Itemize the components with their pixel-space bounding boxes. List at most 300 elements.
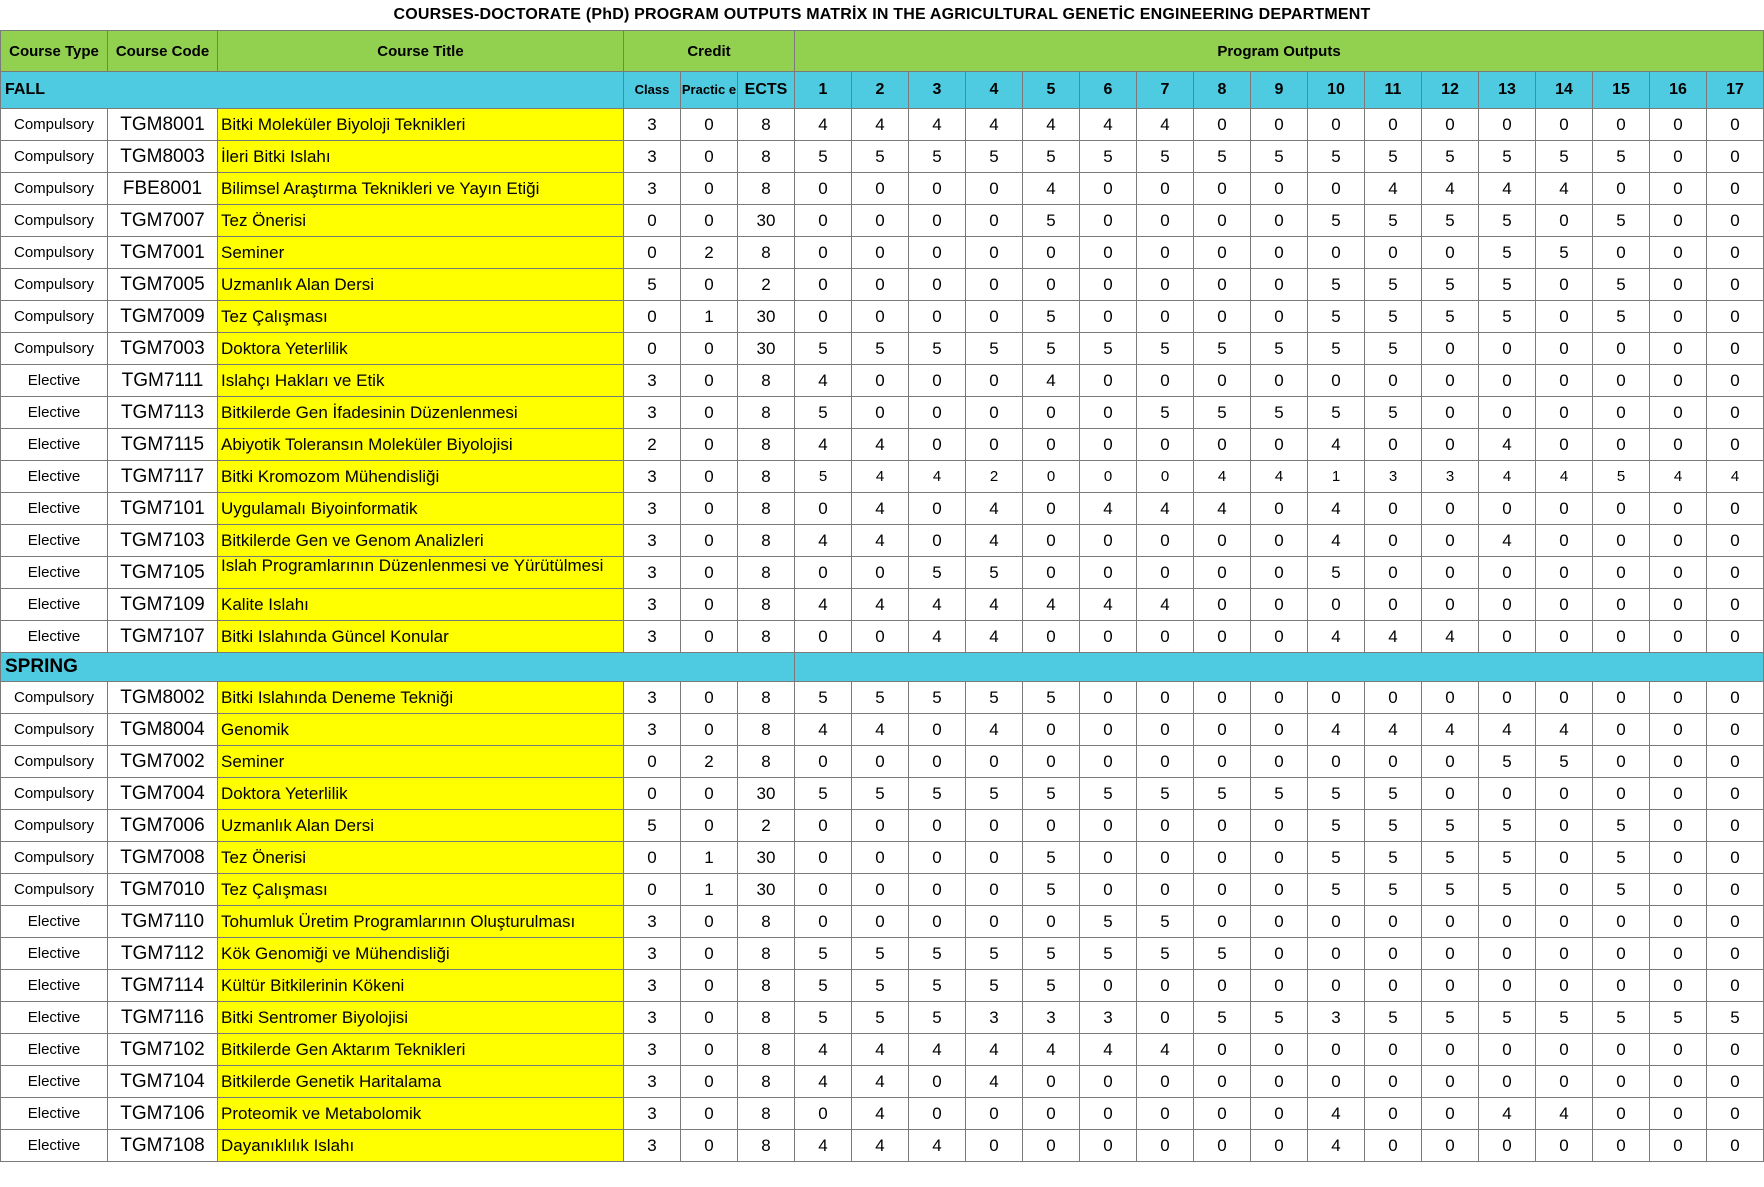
- credit-practice: 0: [681, 205, 738, 237]
- output-value-9: 0: [1251, 301, 1308, 333]
- course-type: Elective: [1, 365, 108, 397]
- output-value-11: 0: [1365, 493, 1422, 525]
- output-value-5: 0: [1023, 810, 1080, 842]
- output-value-15: 0: [1593, 429, 1650, 461]
- output-value-17: 4: [1707, 461, 1764, 493]
- output-value-8: 0: [1194, 365, 1251, 397]
- output-value-15: 0: [1593, 365, 1650, 397]
- course-title: Bitki Moleküler Biyoloji Teknikleri: [218, 109, 624, 141]
- header-output-14: 14: [1536, 72, 1593, 109]
- output-value-6: 0: [1080, 301, 1137, 333]
- credit-practice: 0: [681, 109, 738, 141]
- credit-practice: 0: [681, 557, 738, 589]
- output-value-10: 0: [1308, 365, 1365, 397]
- output-value-16: 5: [1650, 1002, 1707, 1034]
- output-value-10: 0: [1308, 1066, 1365, 1098]
- output-value-6: 5: [1080, 938, 1137, 970]
- output-value-5: 0: [1023, 397, 1080, 429]
- output-value-6: 4: [1080, 109, 1137, 141]
- output-value-16: 0: [1650, 493, 1707, 525]
- output-value-16: 0: [1650, 682, 1707, 714]
- output-value-13: 4: [1479, 429, 1536, 461]
- course-type: Elective: [1, 1002, 108, 1034]
- output-value-6: 0: [1080, 205, 1137, 237]
- output-value-1: 4: [795, 589, 852, 621]
- credit-ects: 8: [738, 141, 795, 173]
- output-value-5: 5: [1023, 301, 1080, 333]
- course-code: TGM7114: [108, 970, 218, 1002]
- output-value-5: 5: [1023, 682, 1080, 714]
- output-value-11: 5: [1365, 205, 1422, 237]
- output-value-16: 0: [1650, 1098, 1707, 1130]
- course-code: TGM7003: [108, 333, 218, 365]
- section-row: [1, 653, 1764, 682]
- output-value-10: 0: [1308, 970, 1365, 1002]
- output-value-11: 5: [1365, 810, 1422, 842]
- output-value-7: 5: [1137, 906, 1194, 938]
- output-value-8: 5: [1194, 778, 1251, 810]
- output-value-16: 0: [1650, 746, 1707, 778]
- output-value-16: 0: [1650, 301, 1707, 333]
- output-value-9: 0: [1251, 429, 1308, 461]
- output-value-12: 5: [1422, 301, 1479, 333]
- course-code: TGM7107: [108, 621, 218, 653]
- output-value-4: 2: [966, 461, 1023, 493]
- output-value-17: 0: [1707, 682, 1764, 714]
- output-value-5: 0: [1023, 621, 1080, 653]
- output-value-11: 0: [1365, 557, 1422, 589]
- output-value-5: 5: [1023, 842, 1080, 874]
- output-value-12: 0: [1422, 970, 1479, 1002]
- output-value-1: 5: [795, 778, 852, 810]
- output-value-2: 0: [852, 269, 909, 301]
- course-title: Kültür Bitkilerinin Kökeni: [218, 970, 624, 1002]
- course-code: TGM7104: [108, 1066, 218, 1098]
- output-value-5: 0: [1023, 493, 1080, 525]
- course-code: TGM7103: [108, 525, 218, 557]
- output-value-8: 0: [1194, 746, 1251, 778]
- output-value-16: 0: [1650, 205, 1707, 237]
- output-value-8: 0: [1194, 842, 1251, 874]
- output-value-6: 0: [1080, 714, 1137, 746]
- course-code: TGM7005: [108, 269, 218, 301]
- output-value-10: 5: [1308, 778, 1365, 810]
- output-value-3: 0: [909, 810, 966, 842]
- output-value-14: 0: [1536, 525, 1593, 557]
- output-value-14: 0: [1536, 1066, 1593, 1098]
- output-value-8: 0: [1194, 237, 1251, 269]
- output-value-2: 0: [852, 621, 909, 653]
- output-value-13: 5: [1479, 746, 1536, 778]
- course-type: Elective: [1, 1098, 108, 1130]
- output-value-14: 0: [1536, 810, 1593, 842]
- output-value-10: 4: [1308, 525, 1365, 557]
- header-output-11: 11: [1365, 72, 1422, 109]
- output-value-12: 0: [1422, 365, 1479, 397]
- course-type: Compulsory: [1, 810, 108, 842]
- output-value-7: 5: [1137, 397, 1194, 429]
- output-value-14: 0: [1536, 778, 1593, 810]
- output-value-15: 5: [1593, 461, 1650, 493]
- output-value-13: 5: [1479, 237, 1536, 269]
- course-type: Elective: [1, 461, 108, 493]
- output-value-14: 0: [1536, 109, 1593, 141]
- output-value-9: 0: [1251, 682, 1308, 714]
- credit-class: 3: [624, 682, 681, 714]
- output-value-12: 0: [1422, 397, 1479, 429]
- table-row: [1, 301, 1764, 333]
- output-value-8: 0: [1194, 1130, 1251, 1162]
- output-value-9: 0: [1251, 810, 1308, 842]
- output-value-10: 5: [1308, 269, 1365, 301]
- output-value-7: 0: [1137, 1130, 1194, 1162]
- output-value-15: 0: [1593, 109, 1650, 141]
- output-value-17: 0: [1707, 237, 1764, 269]
- table-row: [1, 1034, 1764, 1066]
- credit-ects: 8: [738, 1130, 795, 1162]
- output-value-3: 0: [909, 365, 966, 397]
- output-value-7: 5: [1137, 778, 1194, 810]
- output-value-14: 0: [1536, 365, 1593, 397]
- output-value-6: 0: [1080, 397, 1137, 429]
- credit-practice: 2: [681, 237, 738, 269]
- output-value-1: 4: [795, 714, 852, 746]
- output-value-5: 0: [1023, 429, 1080, 461]
- credit-ects: 8: [738, 237, 795, 269]
- output-value-13: 4: [1479, 461, 1536, 493]
- output-value-6: 0: [1080, 365, 1137, 397]
- output-value-8: 0: [1194, 1066, 1251, 1098]
- credit-practice: 0: [681, 365, 738, 397]
- output-value-5: 0: [1023, 269, 1080, 301]
- output-value-9: 0: [1251, 714, 1308, 746]
- output-value-12: 0: [1422, 109, 1479, 141]
- output-value-2: 0: [852, 746, 909, 778]
- output-value-14: 4: [1536, 714, 1593, 746]
- table-row: [1, 269, 1764, 301]
- output-value-10: 3: [1308, 1002, 1365, 1034]
- course-title: Tez Çalışması: [218, 874, 624, 906]
- output-value-7: 5: [1137, 333, 1194, 365]
- output-value-1: 0: [795, 906, 852, 938]
- output-value-3: 0: [909, 237, 966, 269]
- output-value-17: 0: [1707, 141, 1764, 173]
- output-value-8: 0: [1194, 810, 1251, 842]
- output-value-12: 0: [1422, 429, 1479, 461]
- credit-practice: 0: [681, 141, 738, 173]
- output-value-5: 5: [1023, 874, 1080, 906]
- output-value-11: 5: [1365, 397, 1422, 429]
- output-value-8: 5: [1194, 397, 1251, 429]
- output-value-12: 0: [1422, 589, 1479, 621]
- course-title: Seminer: [218, 237, 624, 269]
- output-value-7: 0: [1137, 1098, 1194, 1130]
- output-value-11: 5: [1365, 874, 1422, 906]
- credit-practice: 2: [681, 746, 738, 778]
- output-value-17: 0: [1707, 525, 1764, 557]
- output-value-14: 0: [1536, 333, 1593, 365]
- output-value-6: 0: [1080, 1098, 1137, 1130]
- output-value-1: 4: [795, 109, 852, 141]
- output-value-4: 0: [966, 237, 1023, 269]
- output-value-16: 0: [1650, 109, 1707, 141]
- credit-practice: 1: [681, 874, 738, 906]
- output-value-7: 0: [1137, 301, 1194, 333]
- output-value-2: 4: [852, 1066, 909, 1098]
- output-value-9: 0: [1251, 525, 1308, 557]
- table-row: [1, 621, 1764, 653]
- table-row: [1, 109, 1764, 141]
- output-value-4: 0: [966, 365, 1023, 397]
- output-value-6: 0: [1080, 269, 1137, 301]
- output-value-2: 0: [852, 397, 909, 429]
- output-value-8: 5: [1194, 333, 1251, 365]
- output-value-5: 0: [1023, 1098, 1080, 1130]
- output-value-15: 0: [1593, 746, 1650, 778]
- output-value-5: 0: [1023, 1130, 1080, 1162]
- output-value-17: 0: [1707, 397, 1764, 429]
- output-value-15: 0: [1593, 557, 1650, 589]
- credit-ects: 8: [738, 970, 795, 1002]
- header-output-7: 7: [1137, 72, 1194, 109]
- output-value-1: 0: [795, 301, 852, 333]
- output-value-11: 0: [1365, 589, 1422, 621]
- output-value-13: 0: [1479, 906, 1536, 938]
- output-value-16: 0: [1650, 621, 1707, 653]
- output-value-7: 4: [1137, 589, 1194, 621]
- output-value-11: 5: [1365, 141, 1422, 173]
- output-value-7: 0: [1137, 429, 1194, 461]
- course-title: Kök Genomiği ve Mühendisliği: [218, 938, 624, 970]
- output-value-14: 0: [1536, 429, 1593, 461]
- output-value-17: 0: [1707, 1034, 1764, 1066]
- course-type: Elective: [1, 589, 108, 621]
- output-value-6: 0: [1080, 1066, 1137, 1098]
- output-value-11: 0: [1365, 109, 1422, 141]
- output-value-16: 0: [1650, 810, 1707, 842]
- course-title: Bitki Islahında Güncel Konular: [218, 621, 624, 653]
- credit-class: 3: [624, 397, 681, 429]
- output-value-3: 0: [909, 429, 966, 461]
- output-value-11: 5: [1365, 778, 1422, 810]
- output-value-12: 0: [1422, 557, 1479, 589]
- output-value-1: 0: [795, 874, 852, 906]
- course-code: TGM7008: [108, 842, 218, 874]
- credit-class: 3: [624, 938, 681, 970]
- output-value-9: 0: [1251, 365, 1308, 397]
- output-value-9: 0: [1251, 557, 1308, 589]
- output-value-14: 0: [1536, 397, 1593, 429]
- output-value-5: 4: [1023, 365, 1080, 397]
- output-value-13: 0: [1479, 589, 1536, 621]
- credit-class: 3: [624, 1034, 681, 1066]
- output-value-15: 0: [1593, 1034, 1650, 1066]
- output-value-15: 5: [1593, 810, 1650, 842]
- output-value-17: 0: [1707, 1066, 1764, 1098]
- section-fill: [795, 653, 1764, 682]
- credit-class: 0: [624, 842, 681, 874]
- output-value-11: 4: [1365, 621, 1422, 653]
- output-value-13: 5: [1479, 141, 1536, 173]
- output-value-3: 0: [909, 173, 966, 205]
- output-value-1: 0: [795, 810, 852, 842]
- course-code: TGM8004: [108, 714, 218, 746]
- output-value-4: 0: [966, 429, 1023, 461]
- output-value-4: 0: [966, 205, 1023, 237]
- output-value-3: 0: [909, 493, 966, 525]
- output-value-8: 0: [1194, 173, 1251, 205]
- output-value-7: 0: [1137, 557, 1194, 589]
- output-value-4: 5: [966, 682, 1023, 714]
- output-value-11: 0: [1365, 1098, 1422, 1130]
- output-value-13: 0: [1479, 109, 1536, 141]
- output-value-9: 0: [1251, 1066, 1308, 1098]
- output-value-11: 0: [1365, 682, 1422, 714]
- output-value-14: 0: [1536, 842, 1593, 874]
- course-title: Bitkilerde Genetik Haritalama: [218, 1066, 624, 1098]
- credit-practice: 1: [681, 301, 738, 333]
- table-row: [1, 1130, 1764, 1162]
- output-value-8: 0: [1194, 301, 1251, 333]
- credit-practice: 0: [681, 461, 738, 493]
- credit-class: 5: [624, 269, 681, 301]
- header-output-10: 10: [1308, 72, 1365, 109]
- output-value-17: 0: [1707, 429, 1764, 461]
- table-row: [1, 810, 1764, 842]
- output-value-16: 0: [1650, 1066, 1707, 1098]
- output-value-6: 0: [1080, 682, 1137, 714]
- output-value-10: 4: [1308, 1130, 1365, 1162]
- table-row: [1, 557, 1764, 589]
- output-value-10: 0: [1308, 1034, 1365, 1066]
- output-value-9: 0: [1251, 842, 1308, 874]
- credit-class: 3: [624, 589, 681, 621]
- output-value-13: 0: [1479, 397, 1536, 429]
- output-value-5: 5: [1023, 970, 1080, 1002]
- output-value-2: 5: [852, 1002, 909, 1034]
- output-value-10: 5: [1308, 333, 1365, 365]
- course-code: TGM7113: [108, 397, 218, 429]
- header-class: Class: [624, 72, 681, 109]
- header-course-type: Course Type: [1, 31, 108, 72]
- output-value-17: 0: [1707, 1098, 1764, 1130]
- output-value-2: 0: [852, 557, 909, 589]
- output-value-6: 0: [1080, 557, 1137, 589]
- header-credit: Credit: [624, 31, 795, 72]
- course-title: Bitkilerde Gen ve Genom Analizleri: [218, 525, 624, 557]
- output-value-3: 5: [909, 1002, 966, 1034]
- credit-class: 0: [624, 778, 681, 810]
- credit-class: 3: [624, 1066, 681, 1098]
- course-title: Dayanıklılık Islahı: [218, 1130, 624, 1162]
- output-value-12: 5: [1422, 141, 1479, 173]
- credit-practice: 0: [681, 333, 738, 365]
- credit-practice: 0: [681, 1066, 738, 1098]
- course-title: Bitki Sentromer Biyolojisi: [218, 1002, 624, 1034]
- output-value-12: 5: [1422, 810, 1479, 842]
- output-value-1: 5: [795, 938, 852, 970]
- table-row: [1, 682, 1764, 714]
- output-value-7: 0: [1137, 237, 1194, 269]
- output-value-6: 4: [1080, 493, 1137, 525]
- output-value-15: 0: [1593, 589, 1650, 621]
- program-outputs-matrix: [0, 30, 1764, 1162]
- output-value-4: 0: [966, 842, 1023, 874]
- output-value-8: 0: [1194, 429, 1251, 461]
- credit-ects: 8: [738, 1066, 795, 1098]
- course-type: Elective: [1, 906, 108, 938]
- output-value-4: 4: [966, 1066, 1023, 1098]
- output-value-5: 5: [1023, 141, 1080, 173]
- output-value-9: 0: [1251, 205, 1308, 237]
- output-value-3: 0: [909, 1098, 966, 1130]
- credit-class: 0: [624, 333, 681, 365]
- credit-class: 2: [624, 429, 681, 461]
- output-value-16: 0: [1650, 589, 1707, 621]
- header-output-3: 3: [909, 72, 966, 109]
- output-value-7: 4: [1137, 1034, 1194, 1066]
- output-value-11: 4: [1365, 714, 1422, 746]
- output-value-9: 5: [1251, 397, 1308, 429]
- header-output-4: 4: [966, 72, 1023, 109]
- output-value-9: 0: [1251, 109, 1308, 141]
- output-value-9: 0: [1251, 1130, 1308, 1162]
- output-value-3: 0: [909, 269, 966, 301]
- output-value-9: 5: [1251, 1002, 1308, 1034]
- output-value-15: 5: [1593, 301, 1650, 333]
- output-value-10: 5: [1308, 874, 1365, 906]
- output-value-5: 5: [1023, 333, 1080, 365]
- output-value-9: 0: [1251, 237, 1308, 269]
- credit-ects: 8: [738, 173, 795, 205]
- output-value-15: 0: [1593, 397, 1650, 429]
- output-value-13: 5: [1479, 842, 1536, 874]
- output-value-14: 0: [1536, 970, 1593, 1002]
- output-value-10: 5: [1308, 301, 1365, 333]
- output-value-4: 5: [966, 141, 1023, 173]
- course-title: Seminer: [218, 746, 624, 778]
- course-title: Kalite Islahı: [218, 589, 624, 621]
- output-value-13: 0: [1479, 333, 1536, 365]
- output-value-5: 5: [1023, 778, 1080, 810]
- output-value-10: 0: [1308, 682, 1365, 714]
- output-value-14: 0: [1536, 493, 1593, 525]
- output-value-2: 5: [852, 682, 909, 714]
- credit-practice: 0: [681, 621, 738, 653]
- output-value-8: 4: [1194, 493, 1251, 525]
- output-value-5: 0: [1023, 906, 1080, 938]
- credit-ects: 8: [738, 525, 795, 557]
- output-value-5: 5: [1023, 938, 1080, 970]
- output-value-5: 0: [1023, 714, 1080, 746]
- output-value-13: 0: [1479, 1130, 1536, 1162]
- output-value-8: 0: [1194, 1034, 1251, 1066]
- output-value-4: 0: [966, 301, 1023, 333]
- output-value-2: 0: [852, 810, 909, 842]
- output-value-14: 0: [1536, 1034, 1593, 1066]
- output-value-2: 0: [852, 205, 909, 237]
- output-value-4: 0: [966, 397, 1023, 429]
- table-row: [1, 906, 1764, 938]
- credit-practice: 0: [681, 173, 738, 205]
- output-value-7: 0: [1137, 970, 1194, 1002]
- course-type: Elective: [1, 493, 108, 525]
- output-value-14: 0: [1536, 874, 1593, 906]
- output-value-8: 0: [1194, 557, 1251, 589]
- output-value-11: 5: [1365, 1002, 1422, 1034]
- output-value-16: 0: [1650, 525, 1707, 557]
- header-output-2: 2: [852, 72, 909, 109]
